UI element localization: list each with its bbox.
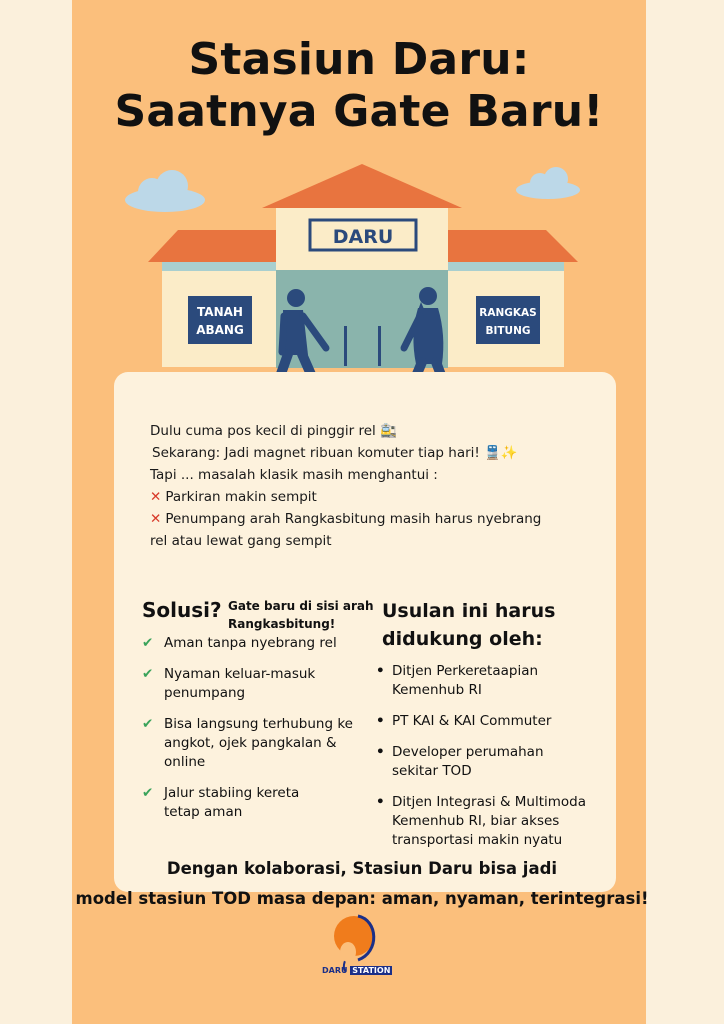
check-icon: ✔ bbox=[142, 635, 154, 651]
check-icon: ✔ bbox=[142, 666, 154, 682]
check-icon: ✔ bbox=[142, 785, 154, 801]
bullet-icon: • bbox=[376, 713, 385, 729]
list-item: • Ditjen Integrasi & Multimoda Kemenhub RI, biar akses transportasi makin nyatu bbox=[376, 794, 587, 848]
right-sign-line-1: RANGKAS bbox=[479, 307, 537, 319]
bullet-icon: • bbox=[376, 663, 385, 679]
problem-item: ✕ Penumpang arah Rangkasbitung masih harus nyebrang bbox=[150, 511, 542, 527]
check-icon: ✔ bbox=[142, 716, 154, 732]
title-line-1: Stasiun Daru: bbox=[188, 34, 530, 85]
list-item: ✔ Jalur stabiing kereta tetap aman bbox=[142, 785, 300, 820]
list-item: ✔ Nyaman keluar-masuk penumpang bbox=[142, 666, 316, 701]
closing-statement bbox=[40, 854, 684, 914]
solution-subheading: Gate baru di sisi arah Rangkasbitung! bbox=[228, 599, 374, 631]
left-sign-line-1: TANAH bbox=[197, 305, 243, 319]
support-list bbox=[376, 662, 606, 862]
right-roof bbox=[430, 230, 578, 262]
logo-text-station: STATION bbox=[352, 966, 391, 975]
logo-text-daru: DARU bbox=[322, 966, 348, 975]
solution-heading: Solusi? bbox=[142, 598, 222, 622]
cross-icon: ✕ bbox=[150, 511, 162, 527]
page-title bbox=[72, 34, 646, 138]
left-sign-line-2: ABANG bbox=[196, 323, 244, 337]
door-handle-left bbox=[344, 326, 347, 366]
cloud-icon-right bbox=[516, 167, 580, 199]
list-item: • Developer perumahan sekitar TOD bbox=[376, 744, 544, 779]
right-sign-line-2: BITUNG bbox=[485, 325, 531, 337]
intro-line-1: Dulu cuma pos kecil di pinggir rel 🚉 bbox=[150, 423, 397, 439]
closing-line-1: Dengan kolaborasi, Stasiun Daru bisa jadi bbox=[166, 859, 558, 878]
intro-line-2: Sekarang: Jadi magnet ribuan komuter tiap hari! 🚆✨ bbox=[152, 445, 518, 461]
station-name-text: DARU bbox=[332, 226, 394, 248]
problem-item-continued: rel atau lewat gang sempit bbox=[150, 533, 332, 549]
left-roof bbox=[148, 230, 290, 262]
intro-line-3: Tapi ... masalah klasik masih menghantui : bbox=[150, 467, 438, 483]
closing-line-2: model stasiun TOD masa depan: aman, nyaman, terintegrasi! bbox=[75, 889, 649, 908]
list-item: • PT KAI & KAI Commuter bbox=[376, 713, 552, 729]
cross-icon: ✕ bbox=[150, 489, 162, 505]
logo-wordmark bbox=[322, 966, 392, 975]
intro-text bbox=[150, 420, 590, 552]
list-item: • Ditjen Perkeretaapian Kemenhub RI bbox=[376, 663, 539, 698]
support-heading: Usulan ini harus didukung oleh: bbox=[382, 600, 556, 650]
list-item: ✔ Bisa langsung terhubung ke angkot, ojek pangkalan & online bbox=[142, 716, 353, 770]
title-line-2: Saatnya Gate Baru! bbox=[114, 86, 604, 137]
problem-item: ✕ Parkiran makin sempit bbox=[150, 489, 317, 505]
list-item: ✔ Aman tanpa nyebrang rel bbox=[142, 635, 337, 651]
solution-list bbox=[142, 634, 372, 834]
bullet-icon: • bbox=[376, 794, 385, 810]
center-roof bbox=[262, 164, 462, 208]
door-handle-right bbox=[378, 326, 381, 366]
cloud-icon-left bbox=[125, 170, 205, 212]
bullet-icon: • bbox=[376, 744, 385, 760]
